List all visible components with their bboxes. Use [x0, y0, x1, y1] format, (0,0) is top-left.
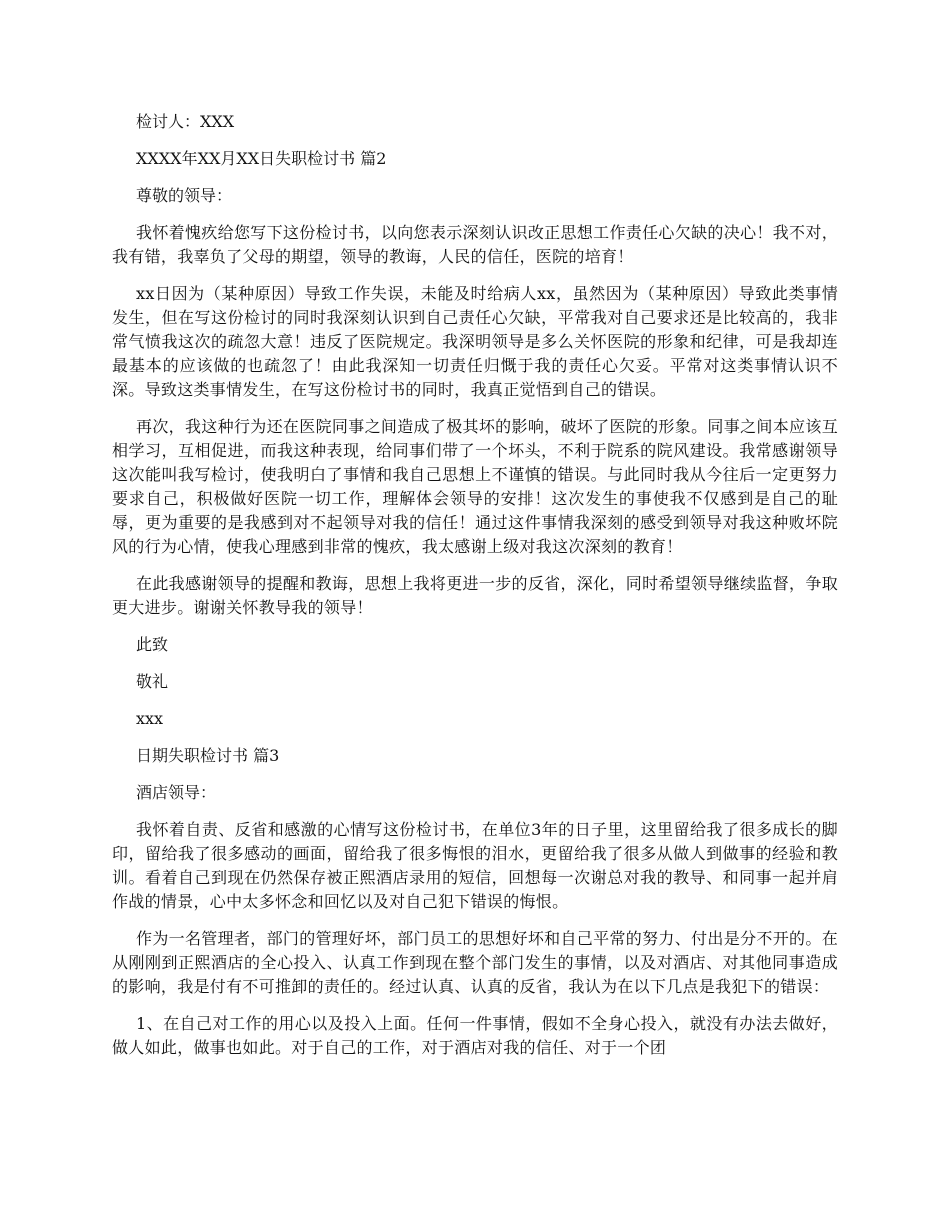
signature: xxx — [136, 709, 164, 728]
document-page — [112, 110, 838, 1073]
paragraph-6: 作为一名管理者，部门的管理好坏，部门员工的思想好坏和自己平常的努力、付出是分不开的。在从刚刚到正熙酒店的全心投入、认真工作到现在整个部门发生的事情，以及对酒店、对其他同事造成的影响，我是付有不可推卸的责任的。经过认真、认真的反省，我认为在以下几点是我犯下的错误： — [112, 929, 838, 996]
salutation-3: 酒店领导： — [136, 783, 217, 802]
paragraph-4: 在此我感谢领导的提醒和教诲，思想上我将更进一步的反省，深化，同时希望领导继续监督，争取更大进步。谢谢关怀教导我的领导！ — [112, 574, 838, 617]
section-title-2: XXXX年XX月XX日失职检讨书 篇2 — [136, 149, 387, 168]
author-line: 检讨人：XXX — [136, 112, 235, 131]
closing-line-1: 此致 — [136, 635, 169, 654]
paragraph-2: xx日因为（某种原因）导致工作失误，未能及时给病人xx，虽然因为（某种原因）导致此类事情发生，但在写这份检讨的同时我深刻认识到自己责任心欠缺，平常我对自己要求还是比较高的，我非常气愤我这次的疏忽大意！违反了医院规定。我深明领导是多么关怀医院的形象和纪律，可是我却连最基本的应该做的也疏忽了！由此我深知一切责任归慨于我的责任心欠妥。平常对这类事情认识不深。导致这类事情发生，在写这份检讨书的同时，我真正觉悟到自己的错误。 — [112, 284, 838, 399]
paragraph-1: 我怀着愧疚给您写下这份检讨书，以向您表示深刻认识改正思想工作责任心欠缺的决心！我不对，我有错，我辜负了父母的期望，领导的教诲，人民的信任，医院的培育！ — [112, 223, 838, 266]
paragraph-5: 我怀着自责、反省和感激的心情写这份检讨书，在单位3年的日子里，这里留给我了很多成长的脚印，留给我了很多感动的画面，留给我了很多悔恨的泪水，更留给我了很多从做人到做事的经验和教训。看着自己到现在仍然保存被正熙酒店录用的短信，回想每一次谢总对我的教导、和同事一起并肩作战的情景，心中太多怀念和回忆以及对自己犯下错误的悔恨。 — [112, 820, 838, 911]
paragraph-7: 1、在自己对工作的用心以及投入上面。任何一件事情，假如不全身心投入，就没有办法去做好，做人如此，做事也如此。对于自己的工作，对于酒店对我的信任、对于一个团 — [112, 1014, 838, 1057]
salutation-2: 尊敬的领导： — [136, 186, 233, 205]
section-title-3: 日期失职检讨书 篇3 — [136, 746, 280, 765]
closing-line-2: 敬礼 — [136, 672, 169, 691]
paragraph-3: 再次，我这种行为还在医院同事之间造成了极其坏的影响，破坏了医院的形象。同事之间本应该互相学习，互相促进，而我这种表现，给同事们带了一个坏头，不利于院系的院风建设。我常感谢领导这次能叫我写检讨，使我明白了事情和我自己思想上不谨慎的错误。与此同时我从今往后一定更努力要求自己，积极做好医院一切工作，理解体会领导的安排！这次发生的事使我不仅感到是自己的耻辱，更为重要的是我感到对不起领导对我的信任！通过这件事情我深刻的感受到领导对我这种败坏院风的行为心情，使我心理感到非常的愧疚，我太感谢上级对我这次深刻的教育！ — [112, 417, 838, 556]
